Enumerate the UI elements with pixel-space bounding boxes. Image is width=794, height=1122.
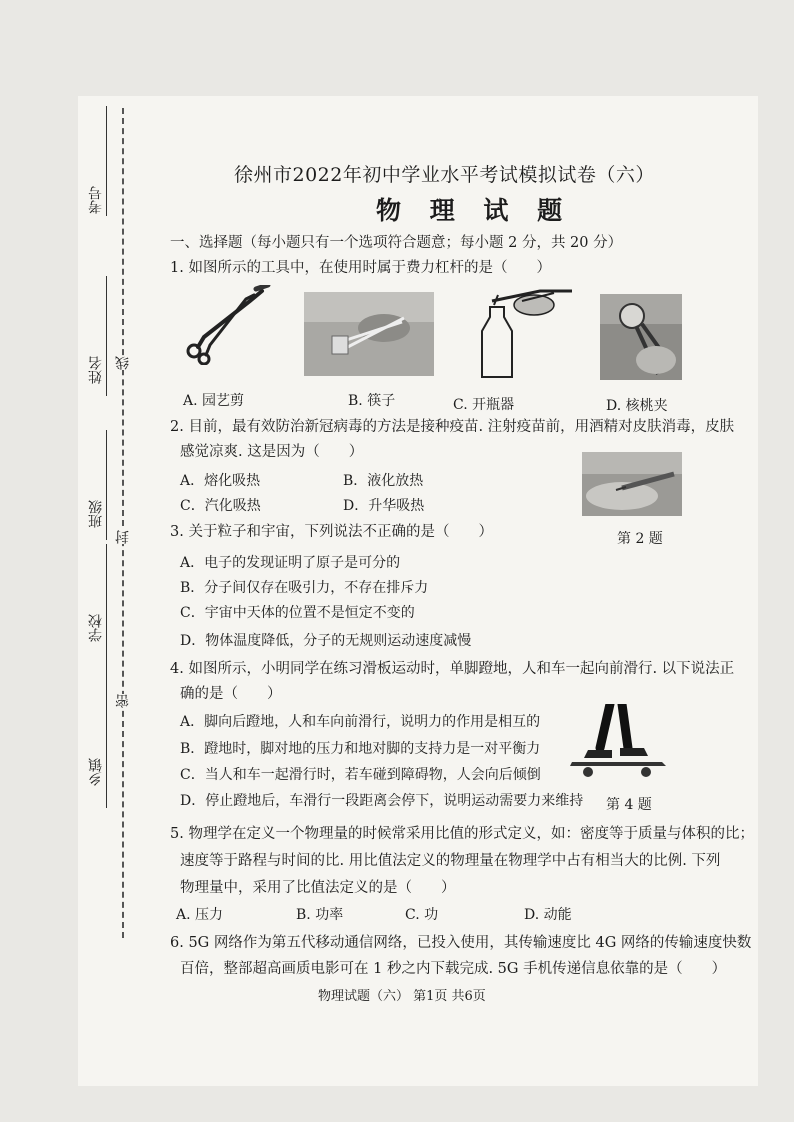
- q5-option-b[interactable]: B. 功率: [296, 907, 344, 923]
- question-4-stem-line2: 确的是（ ）: [180, 686, 282, 702]
- field-label: 乡镇: [88, 758, 104, 786]
- exam-title: 徐州市2022年初中学业水平考试模拟试卷（六）: [234, 164, 655, 186]
- q2-option-c[interactable]: C．汽化吸热: [180, 498, 261, 514]
- field-underline: [106, 430, 107, 540]
- q2-option-b[interactable]: B．液化放热: [343, 473, 424, 489]
- figure-2-caption: 第 2 题: [617, 531, 663, 547]
- cut-line: [122, 108, 124, 938]
- field-label: 考号: [88, 186, 104, 214]
- q3-option-b[interactable]: B．分子间仅存在吸引力，不存在排斥力: [180, 580, 429, 596]
- q1-option-d[interactable]: D. 核桃夹: [606, 398, 668, 414]
- field-underline: [106, 106, 107, 216]
- figure-bottle-opener: [462, 287, 580, 379]
- field-exam-number[interactable]: [86, 186, 108, 214]
- q5-option-c[interactable]: C. 功: [405, 907, 439, 923]
- q4-option-a[interactable]: A．脚向后蹬地，人和车向前滑行，说明力的作用是相互的: [180, 714, 541, 730]
- field-label: 学校: [88, 614, 104, 642]
- field-label: 班级: [88, 500, 104, 528]
- q5-option-d[interactable]: D. 动能: [524, 907, 572, 923]
- question-5-stem-line1: 5. 物理学在定义一个物理量的时候常采用比值的形式定义，如：密度等于质量与体积的比；: [170, 826, 754, 842]
- figure-garden-shears: [184, 285, 272, 365]
- q1-option-a[interactable]: A. 园艺剪: [183, 393, 245, 409]
- field-underline: [106, 648, 107, 808]
- figure-skateboard: [566, 704, 676, 780]
- field-name[interactable]: [86, 356, 108, 384]
- q4-option-d[interactable]: D．停止蹬地后，车滑行一段距离会停下，说明运动需要力来维持: [180, 793, 584, 809]
- q2-option-d[interactable]: D．升华吸热: [343, 498, 425, 514]
- binding-mark-xian: 线: [115, 356, 131, 370]
- question-4-stem-line1: 4. 如图所示，小明同学在练习滑板运动时，单脚蹬地，人和车一起向前滑行. 以下说法正: [170, 661, 735, 677]
- q1-option-c[interactable]: C. 开瓶器: [453, 397, 515, 413]
- question-5-stem-line3: 物理量中，采用了比值法定义的是（ ）: [180, 880, 456, 896]
- field-label: 姓名: [88, 356, 104, 384]
- field-school[interactable]: [86, 614, 108, 642]
- figure-nutcracker-photo: [600, 294, 682, 380]
- page-footer: 物理试题（六） 第1页 共6页: [318, 989, 486, 1004]
- q3-option-c[interactable]: C．宇宙中天体的位置不是恒定不变的: [180, 605, 415, 621]
- question-2-stem-line2: 感觉凉爽. 这是因为（ ）: [180, 444, 364, 460]
- field-underline: [106, 544, 107, 654]
- question-2-stem-line1: 2. 目前，最有效防治新冠病毒的方法是接种疫苗. 注射疫苗前，用酒精对皮肤消毒，皮肤: [170, 419, 735, 435]
- q4-option-b[interactable]: B．蹬地时，脚对地的压力和地对脚的支持力是一对平衡力: [180, 741, 541, 757]
- field-underline: [106, 276, 107, 396]
- binding-mark-mi: 密: [115, 694, 131, 708]
- q3-option-d[interactable]: D．物体温度降低，分子的无规则运动速度减慢: [180, 633, 472, 649]
- question-5-stem-line2: 速度等于路程与时间的比. 用比值法定义的物理量在物理学中占有相当大的比例. 下列: [180, 853, 721, 869]
- subject-title: 物 理 试 题: [376, 196, 573, 225]
- question-6-stem-line2: 百倍，整部超高画质电影可在 1 秒之内下载完成. 5G 手机传递信息依靠的是（ ）: [180, 961, 727, 977]
- q4-option-c[interactable]: C．当人和车一起滑行时，若车碰到障碍物，人会向后倾倒: [180, 767, 541, 783]
- field-class[interactable]: [86, 500, 108, 528]
- question-6-stem-line1: 6. 5G 网络作为第五代移动通信网络，已投入使用，其传输速度比 4G 网络的传输速度快数: [170, 935, 752, 951]
- figure-chopsticks-photo: [304, 292, 434, 376]
- q1-option-b[interactable]: B. 筷子: [348, 393, 396, 409]
- question-3-stem: 3. 关于粒子和宇宙，下列说法不正确的是（ ）: [170, 524, 493, 540]
- q2-option-a[interactable]: A．熔化吸热: [180, 473, 261, 489]
- section-heading: 一、选择题（每小题只有一个选项符合题意；每小题 2 分，共 20 分）: [170, 235, 623, 251]
- q5-option-a[interactable]: A. 压力: [176, 907, 224, 923]
- field-town[interactable]: [86, 758, 108, 786]
- question-1-stem: 1. 如图所示的工具中，在使用时属于费力杠杆的是（ ）: [170, 260, 551, 276]
- binding-mark-feng: 封: [115, 530, 131, 544]
- figure-vaccine-photo: [582, 452, 682, 516]
- figure-4-caption: 第 4 题: [606, 797, 652, 813]
- q3-option-a[interactable]: A．电子的发现证明了原子是可分的: [180, 555, 401, 571]
